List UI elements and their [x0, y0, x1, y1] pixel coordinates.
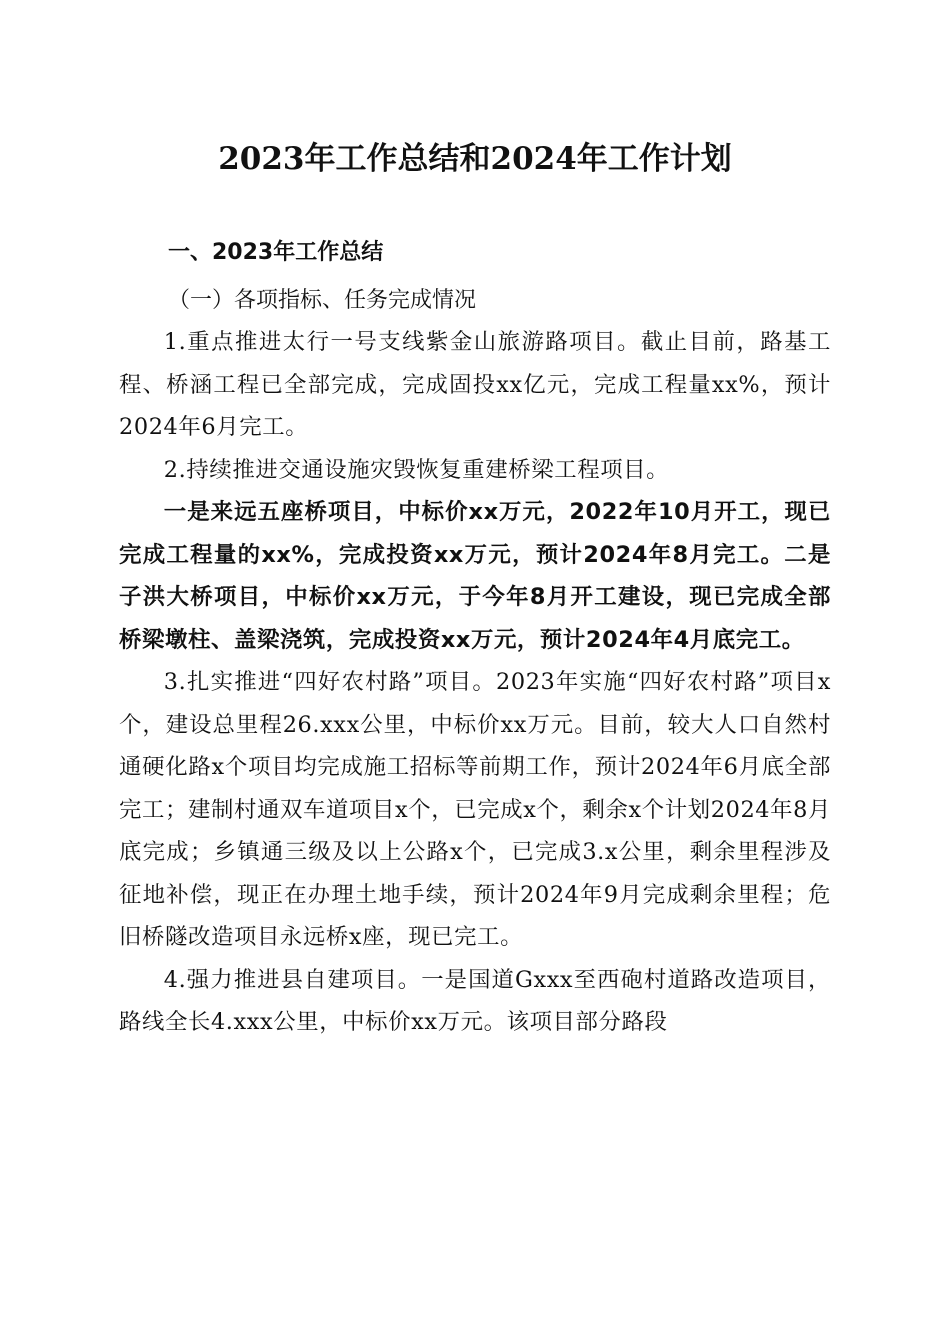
- document-title: 2023年工作总结和2024年工作计划: [218, 141, 732, 177]
- paragraph-5: 4.强力推进县自建项目。一是国道Gxxx至西砲村道路改造项目，路线全长4.xxx公里，中标价xx万元。该项目部分路段: [119, 966, 831, 1035]
- section-heading: 一、2023年工作总结: [168, 240, 384, 265]
- document-body: [119, 321, 831, 1044]
- paragraph-2: 2.持续推进交通设施灾毁恢复重建桥梁工程项目。: [163, 456, 670, 483]
- paragraph-4: 3.扎实推进“四好农村路”项目。2023年实施“四好农村路”项目x个，建设总里程26.xxx公里，中标价xx万元。目前，较大人口自然村通硬化路x个项目均完成施工招标等前期工作，预计2024年6月底全部完工；建制村通双车道项目x个，已完成x个，剩余x个计划2024年8月底完成；乡镇通三级及以上公路x个，已完成3.x公里，剩余里程涉及征地补偿，现正在办理土地手续，预计2024年9月完成剩余里程；危旧桥隧改造项目永远桥x座，现已完工。: [119, 669, 831, 950]
- paragraph-3: 一是来远五座桥项目，中标价xx万元，2022年10月开工，现已完成工程量的xx%，完成投资xx万元，预计2024年8月完工。二是子洪大桥项目，中标价xx万元，于今年8月开工建设，现已完成全部桥梁墩柱、盖梁浇筑，完成投资xx万元，预计2024年4月底完工。: [119, 499, 831, 653]
- subsection-heading: （一）各项指标、任务完成情况: [168, 288, 477, 313]
- paragraph-1: 1.重点推进太行一号支线紫金山旅游路项目。截止目前，路基工程、桥涵工程已全部完成，完成固投xx亿元，完成工程量xx%，预计2024年6月完工。: [119, 329, 831, 440]
